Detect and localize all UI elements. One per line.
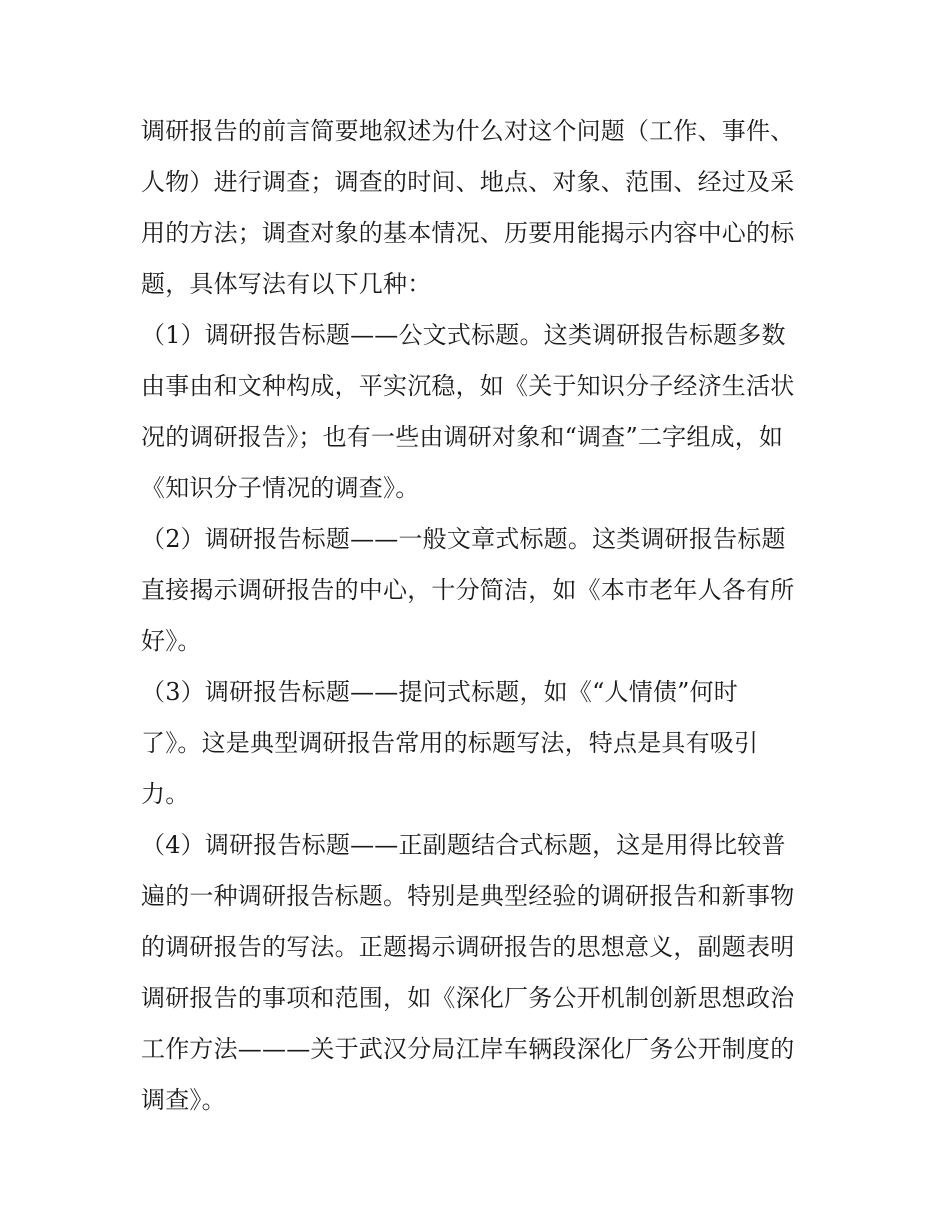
text-line: 的调研报告的写法。正题揭示调研报告的思想意义，副题表明: [141, 933, 795, 961]
text-line: 好》。: [141, 627, 202, 655]
text-line: （2）调研报告标题——一般文章式标题。这类调研报告标题: [141, 525, 786, 553]
text-line: （4）调研报告标题——正副题结合式标题，这是用得比较普: [141, 831, 786, 859]
text-line: 调研报告的事项和范围，如《深化厂务公开机制创新思想政治: [141, 984, 795, 1012]
text-line: 由事由和文种构成，平实沉稳，如《关于知识分子经济生活状: [141, 372, 795, 400]
text-line: 工作方法———关于武汉分局江岸车辆段深化厂务公开制度的: [141, 1035, 795, 1063]
text-line: 了》。这是典型调研报告常用的标题写法，特点是具有吸引: [141, 729, 759, 757]
text-line: 力。: [141, 780, 190, 808]
text-line: 人物）进行调查；调查的时间、地点、对象、范围、经过及采: [141, 168, 795, 196]
text-line: 调查》。: [141, 1086, 226, 1114]
text-line: 用的方法；调查对象的基本情况、历要用能揭示内容中心的标: [141, 219, 795, 247]
text-line: 《知识分子情况的调查》。: [141, 474, 420, 502]
text-line: 调研报告的前言简要地叙述为什么对这个问题（工作、事件、: [141, 117, 795, 145]
text-line: 题，具体写法有以下几种：: [141, 270, 432, 298]
text-line: （3）调研报告标题——提问式标题，如《“人情债”何时: [141, 678, 739, 706]
text-line: 直接揭示调研报告的中心，十分简洁，如《本市老年人各有所: [141, 576, 795, 604]
text-line: 况的调研报告》；也有一些由调研对象和“调查”二字组成，如: [141, 423, 784, 451]
text-line: （1）调研报告标题——公文式标题。这类调研报告标题多数: [141, 321, 786, 349]
text-line: 遍的一种调研报告标题。特别是典型经验的调研报告和新事物: [141, 882, 795, 910]
document-body: [141, 106, 821, 1126]
